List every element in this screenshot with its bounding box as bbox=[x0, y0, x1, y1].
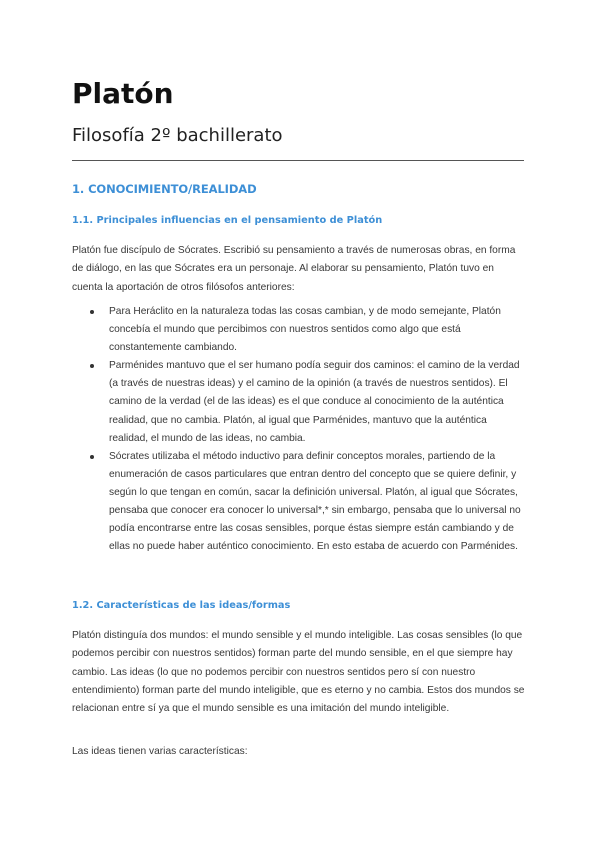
bullet-icon bbox=[90, 310, 94, 314]
intro-paragraph: Platón fue discípulo de Sócrates. Escribió su pensamiento a través de numerosas obras, en forma de diálogo, en las que Sócrates era un personaje. Al elaborar su pensamiento, Platón tuvo en cuenta la aportación de otros filósofos anteriores: bbox=[72, 245, 516, 293]
document-title: Platón bbox=[72, 77, 174, 110]
subsection-heading-influencias: 1.1. Principales influencias en el pensamiento de Platón bbox=[72, 215, 383, 226]
list-item-text: Parménides mantuvo que el ser humano podía seguir dos caminos: el camino de la verdad (a través de nuestras ideas) y el camino de la opinión (a través de nuestros sentidos). El camino de la verdad (el de las ideas) es el que conduce al conocimiento de la auténtica realidad, que no cambia. Platón, al igual que Parménides, mantuvo que la auténtica realidad, el mundo de las ideas, no cambia. bbox=[109, 360, 520, 444]
two-worlds-paragraph: Platón distinguía dos mundos: el mundo sensible y el mundo inteligible. Las cosas sensibles (lo que podemos percibir con nuestros sentidos) forman parte del mundo sensible, en el que siempre hay cambio. Las ideas (lo que no podemos percibir con nuestros sentidos pero sí con nuestro entendimiento) forman parte del mundo inteligible, que es eterno y no cambia. Estos dos mundos se relacionan entre sí ya que el mundo sensible es una imitación del mundo inteligible. bbox=[72, 630, 525, 715]
list-item-text: Sócrates utilizaba el método inductivo para definir conceptos morales, partiendo de la enumeración de casos particulares que entran dentro del concepto que se quiere definir, y según lo que tengan en común, sacar la definición universal. Platón, al igual que Sócrates, pensaba que conocer era conocer lo universal*,* sin embargo, pensaba que lo universal no podía encontrarse entre las cosas sensibles, porque éstas siempre están cambiando y de ellas no puede haber auténtico conocimiento. En esto estaba de acuerdo con Parménides. bbox=[109, 450, 521, 553]
bullet-icon bbox=[90, 364, 94, 368]
section-heading-conocimiento: 1. CONOCIMIENTO/REALIDAD bbox=[72, 182, 257, 196]
document-subtitle: Filosofía 2º bachillerato bbox=[72, 125, 283, 146]
title-divider bbox=[72, 160, 524, 161]
bullet-icon bbox=[90, 455, 94, 459]
list-item-text: Para Heráclito en la naturaleza todas las cosas cambian, y de modo semejante, Platón concebía el mundo que percibimos con nuestros sentidos como algo que está constantemente cambiando. bbox=[109, 306, 501, 354]
list-item-parmenides bbox=[72, 357, 526, 447]
subsection-heading-caracteristicas: 1.2. Características de las ideas/formas bbox=[72, 600, 291, 611]
list-item-heraclito bbox=[72, 303, 526, 357]
list-item-socrates bbox=[72, 448, 526, 557]
influences-list bbox=[72, 303, 526, 556]
ideas-characteristics-paragraph: Las ideas tienen varias características: bbox=[72, 746, 248, 757]
